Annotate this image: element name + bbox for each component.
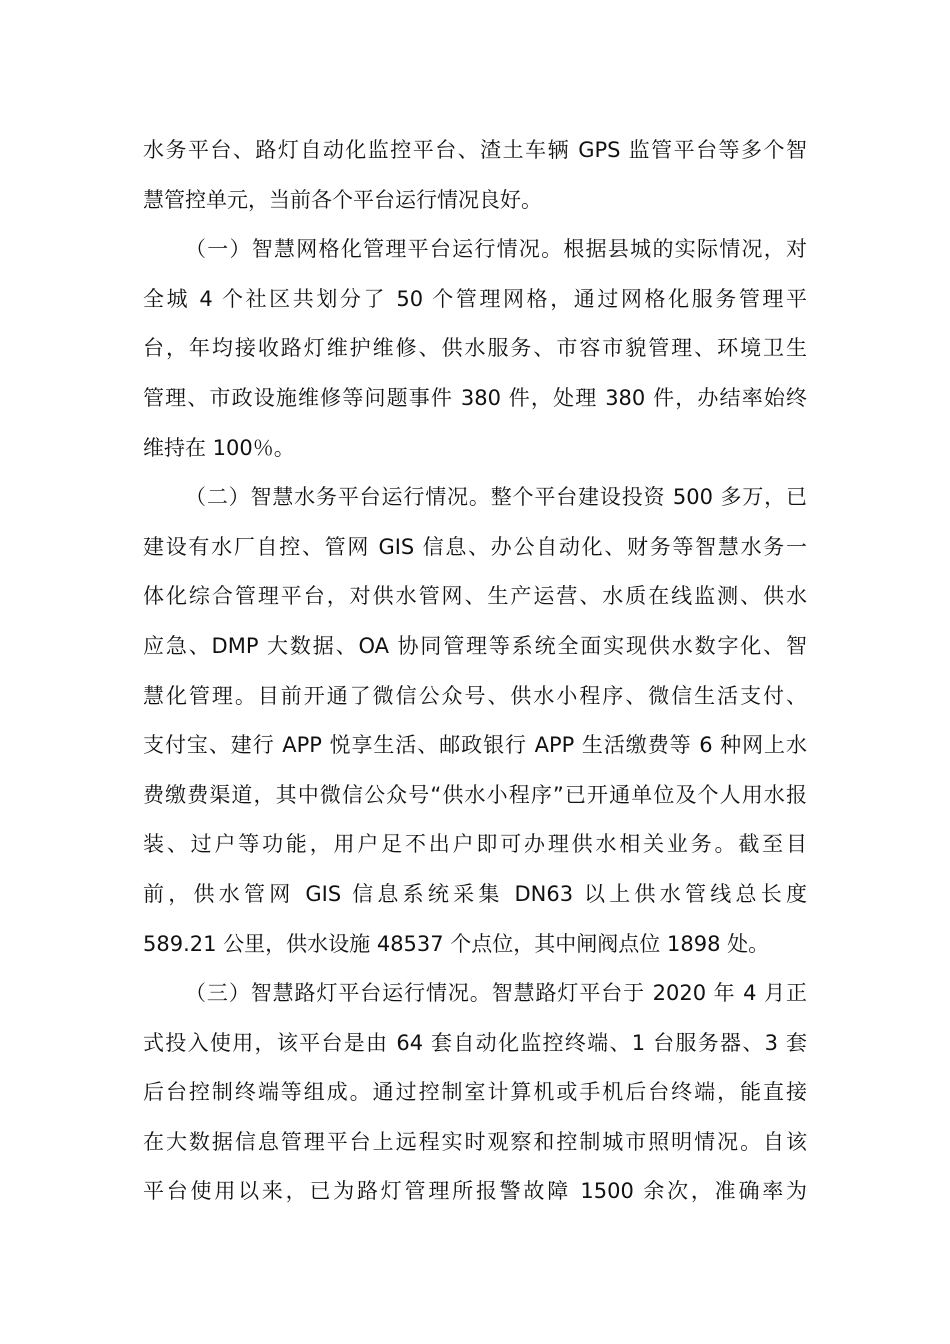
- text-line: 式投入使用，该平台是由 64 套自动化监控终端、1 台服务器、3 套: [143, 1030, 807, 1055]
- text-line: 后台控制终端等组成。通过控制室计算机或手机后台终端，能直接: [143, 1080, 807, 1105]
- text-line: 慧管控单元，当前各个平台运行情况良好。: [143, 187, 542, 212]
- text-line: 台，年均接收路灯维护维修、供水服务、市容市貌管理、环境卫生: [143, 336, 807, 361]
- body-text: [143, 126, 807, 1217]
- text-line: （二）智慧水务平台运行情况。整个平台建设投资 500 多万，已: [185, 485, 807, 510]
- text-line: 体化综合管理平台，对供水管网、生产运营、水质在线监测、供水: [143, 584, 807, 609]
- text-line: 装、过户等功能，用户足不出户即可办理供水相关业务。截至目: [143, 832, 807, 857]
- text-line: 589.21 公里，供水设施 48537 个点位，其中闸阀点位 1898 处。: [143, 931, 770, 956]
- text-line: 前，供水管网 GIS 信息系统采集 DN63 以上供水管线总长度: [143, 881, 807, 906]
- text-line: （一）智慧网格化管理平台运行情况。根据县城的实际情况，对: [185, 237, 807, 262]
- text-line: （三）智慧路灯平台运行情况。智慧路灯平台于 2020 年 4 月正: [185, 981, 807, 1006]
- text-line: 应急、DMP 大数据、OA 协同管理等系统全面实现供水数字化、智: [143, 633, 807, 658]
- text-line: 管理、市政设施维修等问题事件 380 件，处理 380 件，办结率始终: [143, 385, 807, 410]
- text-line: 在大数据信息管理平台上远程实时观察和控制城市照明情况。自该: [143, 1129, 807, 1154]
- text-line: 建设有水厂自控、管网 GIS 信息、办公自动化、财务等智慧水务一: [143, 534, 807, 559]
- text-line: 慧化管理。目前开通了微信公众号、供水小程序、微信生活支付、: [143, 683, 807, 708]
- text-line: 支付宝、建行 APP 悦享生活、邮政银行 APP 生活缴费等 6 种网上水: [143, 733, 807, 758]
- text-line: 水务平台、路灯自动化监控平台、渣土车辆 GPS 监管平台等多个智: [143, 138, 807, 162]
- text-line: 费缴费渠道，其中微信公众号“供水小程序”已开通单位及个人用水报: [143, 782, 807, 807]
- text-line: 维持在 100％。: [143, 435, 295, 460]
- text-line: 平台使用以来，已为路灯管理所报警故障 1500 余次，准确率为: [143, 1179, 807, 1204]
- text-line: 全城 4 个社区共划分了 50 个管理网格，通过网格化服务管理平: [143, 286, 807, 311]
